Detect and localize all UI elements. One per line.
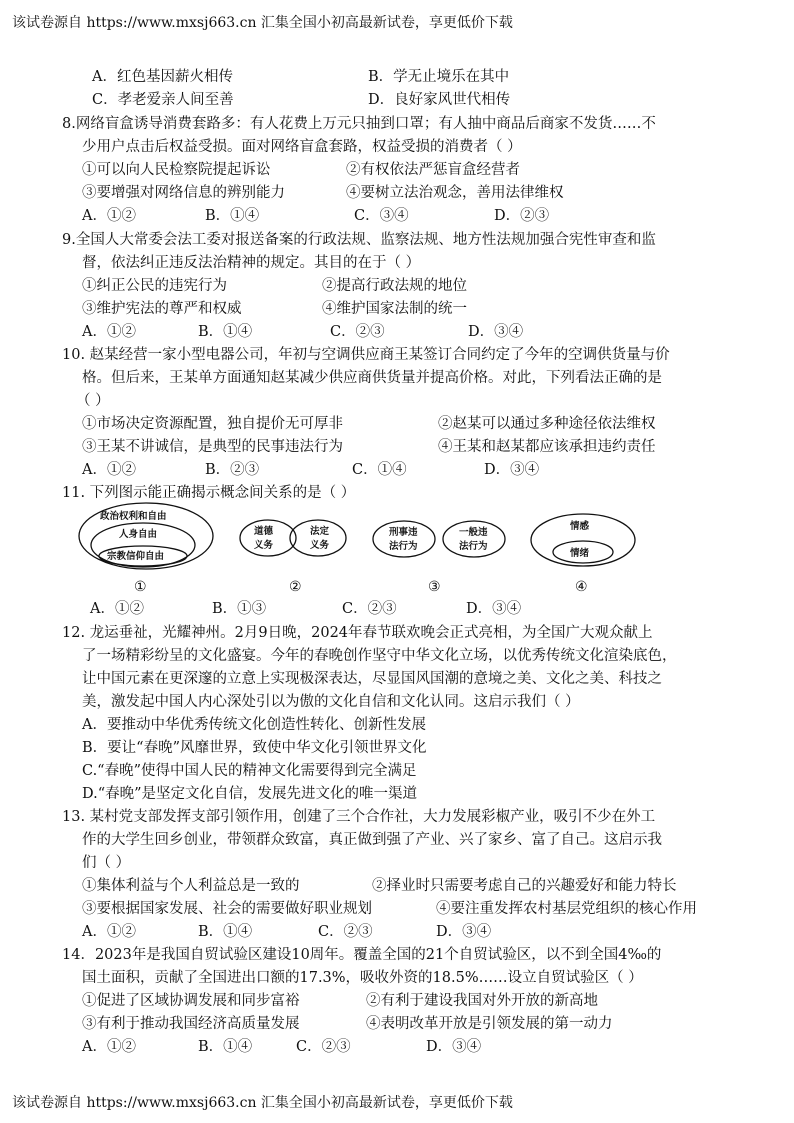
diagram-1 [79,503,213,569]
option-b: B．①④ [198,324,253,340]
question-stem: 让中国元素在更深邃的立意上实现极深表达，尽显国风国潮的意境之美、文化之美、科技之 [82,671,662,687]
question-stem: 14．2023年是我国自贸试验区建设10周年。覆盖全国的21个自贸试验区，以不到全国4‰的 [62,947,662,963]
statement-4: ④王某和赵某都应该承担违约责任 [438,439,656,455]
diagram-4 [531,514,635,566]
option-b: B．学无止境乐在其中 [368,69,510,85]
statement-1: ①可以向人民检察院提起诉讼 [82,162,271,178]
diagram-2-number: ② [289,579,302,595]
question-stem: 8.网络盲盒诱导消费套路多：有人花费上万元只抽到口罩；有人抽中商品后商家不发货……不 [62,116,656,132]
question-stem: （ ） [76,393,110,409]
option-b: B．①④ [205,208,260,224]
option-d: D.“春晚”是坚定文化自信，发展先进文化的唯一渠道 [82,786,418,802]
statement-4: ④要树立法治观念，善用法律维权 [346,185,564,201]
option-c: C．③④ [354,208,409,224]
option-a: A．①② [82,462,136,478]
option-b: B．要让“春晚”风靡世界，致使中华文化引领世界文化 [82,740,427,756]
option-a: A．红色基因薪火相传 [92,69,233,85]
statement-1: ①市场决定资源配置，独自提价无可厚非 [82,416,343,432]
option-c: C．②③ [330,324,385,340]
diagram-2-right-label-2: 义务 [310,540,330,551]
option-c: C.“春晚”使得中国人民的精神文化需要得到完全满足 [82,763,417,779]
option-c: C．②③ [296,1039,351,1055]
statement-2: ②提高行政法规的地位 [322,278,467,294]
diagram-3 [373,521,505,557]
question-stem: 格。但后来，王某单方面通知赵某减少供应商供货量并提高价格。对此，下列看法正确的是 [82,370,662,386]
question-stem: 作的大学生回乡创业，带领群众致富，真正做到强了产业、兴了家乡、富了自己。这启示我 [82,832,662,848]
option-c: C．②③ [342,601,397,617]
question-stem: 13. 某村党支部发挥支部引领作用，创建了三个合作社，大力发展彩椒产业，吸引不少在外工 [62,809,656,825]
diagram-3-number: ③ [428,579,441,595]
question-stem: 们（ ） [82,855,131,871]
statement-1: ①集体利益与个人利益总是一致的 [82,878,300,894]
option-c: C．①④ [352,462,407,478]
option-b: B．①④ [198,924,253,940]
option-b: B．②③ [205,462,260,478]
statement-2: ②择业时只需要考虑自己的兴趣爱好和能力特长 [372,878,677,894]
diagram-2-left-label-1: 道德 [254,526,274,537]
option-c: C．②③ [318,924,373,940]
statement-2: ②有权依法严惩盲盒经营者 [346,162,520,178]
diagram-2-left-label-2: 义务 [254,540,274,551]
option-a: A．①② [82,208,136,224]
diagram-1-middle-label: 人身自由 [119,529,158,540]
statement-3: ③有利于推动我国经济高质量发展 [82,1016,300,1032]
option-d: D．③④ [468,324,524,340]
option-d: D．②③ [494,208,550,224]
statement-3: ③要增强对网络信息的辨别能力 [82,185,285,201]
statement-1: ①纠正公民的违宪行为 [82,278,227,294]
question-stem: 10. 赵某经营一家小型电器公司，年初与空调供应商王某签订合同约定了今年的空调供货量与价 [62,347,670,363]
option-b: B．①④ [198,1039,253,1055]
option-c: C．孝老爱亲人间至善 [92,92,234,108]
diagram-3-right-label-2: 法行为 [459,541,488,552]
diagram-1-inner-label: 宗教信仰自由 [107,551,165,562]
statement-1: ①促进了区域协调发展和同步富裕 [82,993,300,1009]
statement-3: ③王某不讲诚信，是典型的民事违法行为 [82,439,343,455]
option-d: D．③④ [484,462,540,478]
option-a: A．①② [82,924,136,940]
diagram-3-left-label-1: 刑事违 [389,527,418,538]
option-a: A．①② [82,1039,136,1055]
question-stem: 美，激发起中国人内心深处引以为傲的文化自信和文化认同。这启示我们（ ） [82,694,580,710]
statement-4: ④表明改革开放是引领发展的第一动力 [366,1016,613,1032]
option-d: D．③④ [426,1039,482,1055]
option-d: D．良好家风世代相传 [368,92,511,108]
statement-4: ④要注重发挥农村基层党组织的核心作用 [436,901,697,917]
page-footer: 该试卷源自 https://www.mxsj663.cn 汇集全国小初高最新试卷，享更低价下载 [12,1095,513,1111]
question-stem: 9.全国人大常委会法工委对报送备案的行政法规、监察法规、地方性法规加强合宪性审查和监 [62,232,656,248]
option-a: A．①② [82,324,136,340]
option-d: D．③④ [466,601,522,617]
diagram-4-inner-label: 情绪 [570,548,590,559]
option-b: B．①③ [212,601,267,617]
diagram-4-number: ④ [575,579,588,595]
diagram-3-right-label-1: 一般违 [459,527,488,538]
option-a: A．要推动中华优秀传统文化创造性转化、创新性发展 [82,717,426,733]
option-a: A．①② [90,601,144,617]
statement-2: ②赵某可以通过多种途径依法维权 [438,416,656,432]
statement-3: ③要根据国家发展、社会的需要做好职业规划 [82,901,372,917]
question-stem: 了一场精彩纷呈的文化盛宴。今年的春晚创作坚守中华文化立场，以优秀传统文化渲染底色， [82,648,677,664]
statement-4: ④维护国家法制的统一 [322,301,467,317]
diagram-1-outer-label: 政治权利和自由 [100,511,167,522]
statement-3: ③维护宪法的尊严和权威 [82,301,242,317]
question-stem: 11. 下列图示能正确揭示概念间关系的是（ ） [62,485,356,501]
diagram-2 [240,520,346,556]
diagram-3-left-label-2: 法行为 [389,541,418,552]
diagram-1-number: ① [134,579,147,595]
diagram-2-right-label-1: 法定 [310,526,330,537]
question-stem: 国土面积，贡献了全国进出口额的17.3%，吸收外资的18.5%……设立自贸试验区（ ） [82,970,643,986]
concept-diagrams [0,500,794,578]
question-stem: 12. 龙运垂祉，光耀神州。2月9日晚，2024年春节联欢晚会正式亮相，为全国广大观众献上 [62,625,653,641]
question-stem: 少用户点击后权益受损。面对网络盲盒套路，权益受损的消费者（ ） [82,139,522,155]
page-header: 该试卷源自 https://www.mxsj663.cn 汇集全国小初高最新试卷，享更低价下载 [12,15,513,31]
diagram-4-outer-label: 情感 [570,521,590,532]
statement-2: ②有利于建设我国对外开放的新高地 [366,993,598,1009]
option-d: D．③④ [436,924,492,940]
question-stem: 督，依法纠正违反法治精神的规定。其目的在于（ ） [82,255,421,271]
